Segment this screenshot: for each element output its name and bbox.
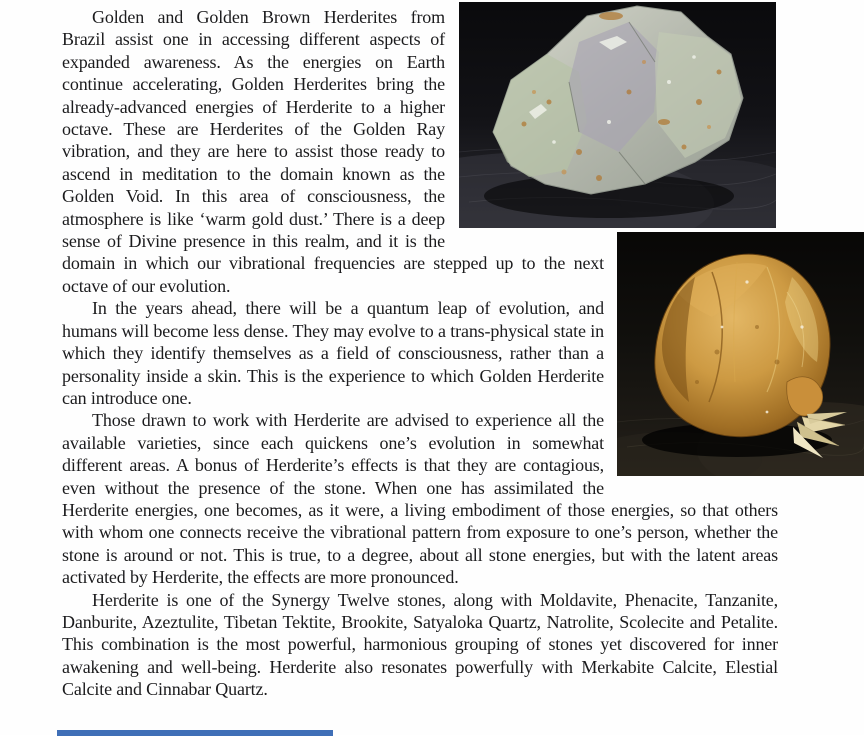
bottom-accent-line [57,730,333,736]
paragraph-quantum-leap: In the years ahead, there will be a quantum leap of evolution, and humans will become less dense. They may evolve to a trans-physical state in which they identify themselves as a field of consciousness, rather than a personality inside a skin. This is the experience to which Golden Herderite can introduce one. [62,298,604,408]
photo2-text-wrap-spacer [604,234,778,482]
paragraph-synergy-twelve: Herderite is one of the Synergy Twelve stones, along with Moldavite, Phenacite, Tanzanite, Danburite, Azeztulite, Tibetan Tektite, Brookite, Satyaloka Quartz, Natrolite, Scolecite and Petalite. This combination is the most powerful, harmonious grouping of stones yet discovered for inner awakening and well-being. Herderite also resonates powerfully with Merkabite Calcite, Elestial Calcite and Cinnabar Quartz. [62,589,778,700]
paragraph-golden-herderites: Golden and Golden Brown Herderites from Brazil assist one in accessing different aspects of expanded awareness. As the energies on Earth continue accelerating, Golden Herderites bring the already-advanced energies of Herderite to a higher octave. These are Herderites of the Golden Ray vibration, and they are here to assist those ready to ascend in meditation to the domain known as the Golden Void. In this area of consciousness, the atmosphere is like ‘warm gold dust.’ There is a deep sense of Divine presence in this realm, and it is the domain in which our vibrational frequencies are stepped up to the next octave of our evolution. [62,7,604,296]
paragraph-contagious-effects: Those drawn to work with Herderite are advised to experience all the available varieties, since each quickens one’s evolution in somewhat different areas. A bonus of Herderite’s effects is that they are contagious, even without the presence of the stone. When one has assimilated the Herderite energies, one becomes, as it were, a living embodiment of those energies, so that others with whom one connects receive the vibrational pattern from exposure to one’s person, whether the stone is around or not. This is true, to a degree, about all stone energies, but with the latent areas activated by Herderite, the effects are more pronounced. [62,410,778,588]
body-text [62,0,778,701]
photo1-text-wrap-spacer [445,6,778,234]
